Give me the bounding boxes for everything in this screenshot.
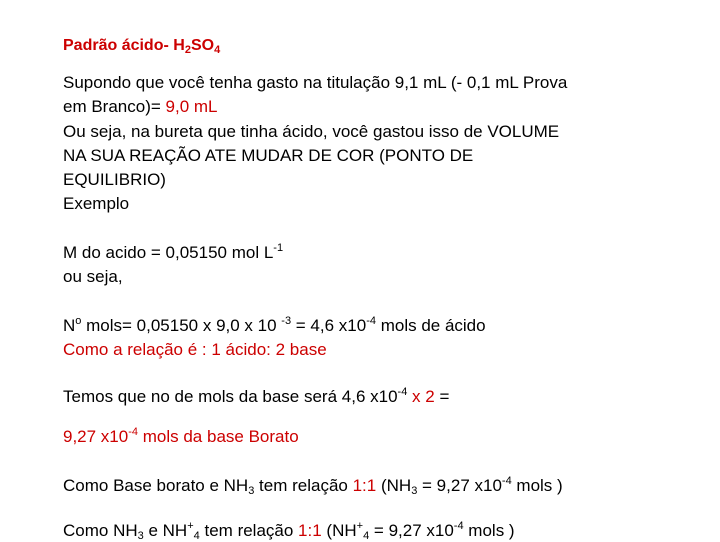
molarity-line: M do acido = 0,05150 mol $L^{-1}$	[63, 242, 284, 262]
paragraph-line: Ou seja, na bureta que tinha ácido, você gastou isso de VOLUME	[63, 122, 560, 141]
borato-nh3-line: Como Base borato e $NH_3$ tem relação 1:1 ($NH_3 = 9,27$ $x10^{-4}$ mols )	[63, 475, 563, 497]
paragraph-line: Supondo que você tenha gasto na titulação 9,1 mL (- 0,1 mL Prova	[63, 73, 568, 92]
paragraph-line: em Branco)= 9,0 mL	[63, 97, 218, 116]
paragraph-line: Exemplo	[63, 194, 130, 213]
result-line: 9,27 $x10^{-4}$ mols da base Borato	[63, 426, 299, 446]
base-moles-line: Temos que no de mols da base será 4,6 $x10^{-4}$ x 2 =	[63, 386, 450, 406]
molarity-line-2: ou seja,	[63, 267, 123, 286]
volume-value: 9,0 mL	[165, 97, 218, 116]
page-title: Padrão ácido- $H_2SO_4$	[63, 37, 221, 56]
paragraph-line: EQUILIBRIO)	[63, 170, 166, 189]
paragraph-line: NA SUA REAÇÃO ATE MUDAR DE COR (PONTO DE	[63, 146, 474, 165]
relation-line: Como a relação é : 1 ácido: 2 base	[63, 340, 327, 359]
nh3-nh4-line: Como $NH_3$ e $NH^+_4$ tem relação 1:1 ($NH^+_4 = 9,27$ $x10^{-4}$ mols )	[63, 520, 515, 542]
moles-calculation: $N^o$ mols= 0,05150 x 9,0 x 10 $^{-3}$ = 4,6 $x10^{-4}$ mols de ácido	[63, 315, 486, 335]
